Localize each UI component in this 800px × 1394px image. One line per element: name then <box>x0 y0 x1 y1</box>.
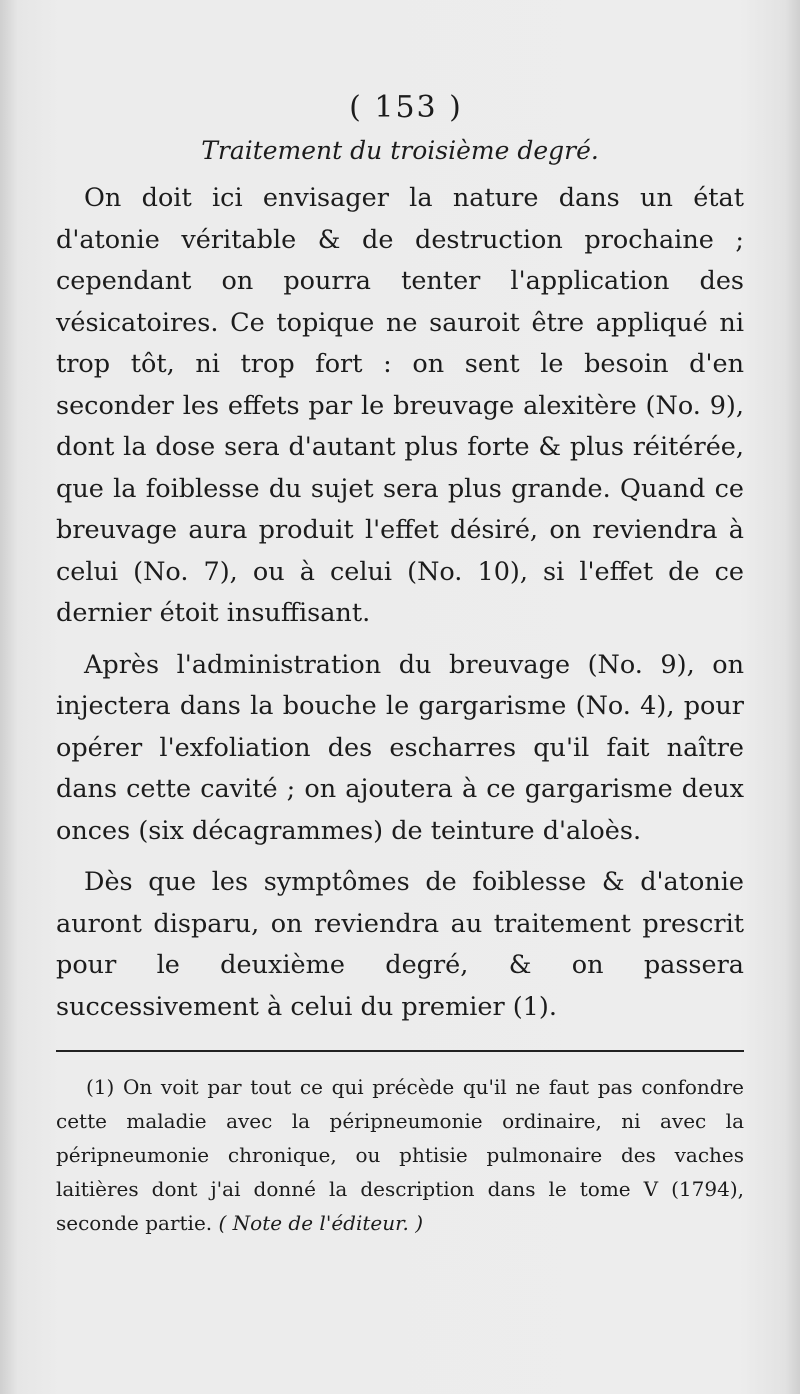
page-content <box>56 88 744 1240</box>
paragraph-3: Dès que les symptômes de foiblesse & d'atonie auront disparu, on reviendra au traitement prescrit pour le deuxième degré, & on passera successivement à celui du premier (1). <box>56 867 744 1022</box>
section-title: Traitement du troisième degré. <box>201 136 599 165</box>
paragraph-2: Après l'administration du breuvage (No. 9), on injectera dans la bouche le gargarisme (No. 4), pour opérer l'exfoliation des escharres qu'il fait naître dans cette cavité ; on ajoutera à ce gargarisme deux onces (six décagrammes) de teinture d'aloès. <box>56 649 744 846</box>
footnote <box>56 1070 744 1240</box>
editor-note: ( Note de l'éditeur. ) <box>218 1211 423 1235</box>
page-number: ( 153 ) <box>349 90 463 125</box>
paragraph-1: On doit ici envisager la nature dans un état d'atonie véritable & de destruction prochaine ; cependant on pourra tenter l'application des vésicatoires. Ce topique ne sauroit être appliqué ni trop tôt, ni trop fort : on sent le besoin d'en seconder les effets par le breuvage alexitère (No. 9), dont la dose sera d'autant plus forte & plus réitérée, que la foiblesse du sujet sera plus grande. Quand ce breuvage aura produit l'effet désiré, on reviendra à celui (No. 7), ou à celui (No. 10), si l'effet de ce dernier étoit insuffisant. <box>56 183 744 628</box>
footnote-divider <box>56 1050 744 1052</box>
footnote-text: (1) On voit par tout ce qui précède qu'il ne faut pas confondre cette maladie avec la péripneumonie ordinaire, ni avec la péripneumonie chronique, ou phtisie pulmonaire des vaches laitières dont j'ai donné la description dans le tome V (1794), seconde partie. <box>56 1075 744 1235</box>
